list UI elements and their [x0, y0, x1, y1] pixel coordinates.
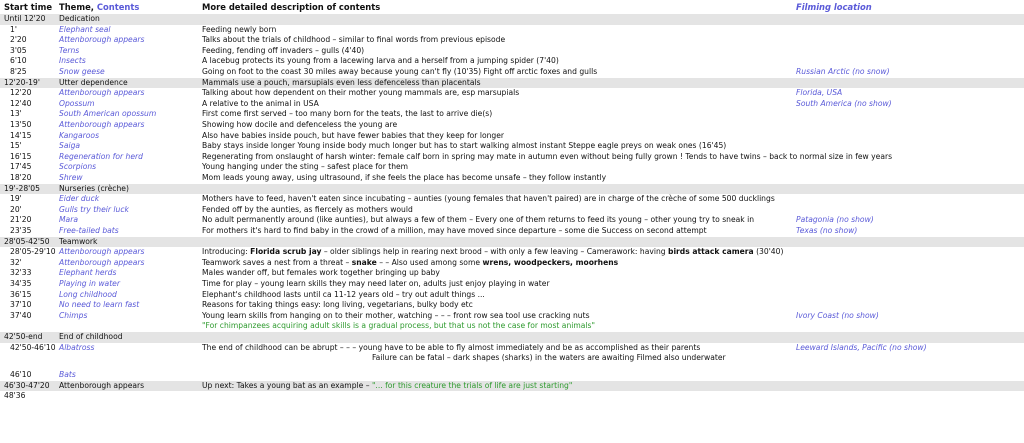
- location-cell: South America (no show): [796, 98, 892, 108]
- description-cell: Elephant's childhood lasts until ca 11-12 years old – try out adult things ...: [202, 289, 485, 299]
- theme-cell: Bats: [59, 370, 76, 380]
- start-time: 28'05-42'50: [4, 236, 50, 246]
- table-row: [0, 215, 1024, 226]
- start-time: 23'35: [10, 226, 32, 235]
- start-time: 12'20: [10, 88, 32, 98]
- description-text: – older siblings help in rearing next brood – with only a few leaving – Camerawork: having: [321, 247, 669, 257]
- table-row: [0, 391, 1024, 402]
- theme-cell: No need to learn fast: [59, 300, 140, 310]
- description-cell: Baby stays inside longer Young inside body much longer but has to start walking almost instant Steppe eagle preys on weak ones (16'45): [202, 141, 727, 151]
- theme-cell: Kangaroos: [59, 130, 100, 140]
- start-time: 36'15: [10, 289, 32, 299]
- section-row: [0, 14, 1024, 25]
- theme-cell: Dedication: [59, 14, 100, 23]
- description-cell: [202, 258, 618, 269]
- description-bold: birds attack camera: [668, 247, 754, 257]
- table-row: [0, 109, 1024, 120]
- header-start-time: Start time: [4, 2, 53, 12]
- theme-cell: Scorpions: [59, 162, 97, 172]
- description-cell: [202, 381, 572, 392]
- table-row: [0, 247, 1024, 258]
- start-time: 12'20-19': [4, 77, 40, 87]
- table-row: [0, 321, 1024, 332]
- table-row: [0, 131, 1024, 142]
- table-row: [0, 370, 1024, 381]
- theme-cell: Elephant herds: [59, 268, 117, 278]
- start-time: 18'20: [10, 173, 32, 182]
- start-time: 1': [10, 24, 17, 34]
- theme-cell: Attenborough appears: [59, 380, 145, 390]
- description-cell: The end of childhood can be abrupt – – – young have to be able to fly almost immediately and be as accomplished as their parents: [202, 342, 701, 352]
- description-cell: Talking about how dependent on their mother young mammals are, esp marsupials: [202, 88, 520, 98]
- theme-cell: End of childhood: [59, 332, 123, 341]
- theme-cell: Mara: [59, 215, 78, 225]
- start-time: 42'50-end: [4, 332, 43, 341]
- theme-cell: Attenborough appears: [59, 35, 145, 45]
- header-description: More detailed description of contents: [202, 2, 381, 12]
- table-row: [0, 46, 1024, 57]
- theme-cell: South American opossum: [59, 109, 157, 119]
- theme-cell: Nurseries (crèche): [59, 183, 129, 193]
- location-cell: Florida, USA: [796, 88, 843, 98]
- theme-cell: Attenborough appears: [59, 247, 145, 257]
- header-contents-label: Contents: [96, 2, 140, 12]
- section-row: [0, 332, 1024, 343]
- theme-cell: Attenborough appears: [59, 257, 145, 267]
- table-row: [0, 258, 1024, 269]
- location-cell: Patagonia (no show): [796, 215, 874, 225]
- description-cell: Young hanging under the sting – safest place for them: [202, 162, 409, 172]
- theme-cell: Long childhood: [59, 289, 117, 299]
- description-cell: Reasons for taking things easy: long living, vegetarians, bulky body etc: [202, 300, 473, 310]
- header-theme-label: Theme,: [59, 2, 97, 12]
- theme-cell: Snow geese: [59, 67, 105, 76]
- start-time: 19': [10, 194, 22, 204]
- table-row: [0, 353, 1024, 364]
- start-time: 28'05-29'10: [10, 247, 56, 257]
- start-time: 13': [10, 109, 22, 119]
- section-row: [0, 184, 1024, 195]
- theme-cell: Terns: [59, 45, 80, 55]
- description-text: Up next: Takes a young bat as an example –: [202, 380, 372, 390]
- description-bold: snake: [351, 257, 377, 267]
- description-cell: [202, 247, 783, 258]
- section-row: [0, 381, 1024, 392]
- theme-cell: Playing in water: [59, 279, 120, 288]
- table-row: [0, 120, 1024, 131]
- theme-cell: Teamwork: [59, 236, 98, 246]
- start-time: 32': [10, 257, 22, 267]
- theme-cell: Elephant seal: [59, 24, 111, 34]
- table-row: [0, 268, 1024, 279]
- description-text: Introducing:: [202, 247, 251, 257]
- theme-cell: Chimps: [59, 310, 88, 320]
- theme-cell: Attenborough appears: [59, 88, 145, 98]
- table-row: [0, 226, 1024, 237]
- location-cell: Russian Arctic (no snow): [796, 67, 890, 76]
- theme-cell: Albatross: [59, 342, 95, 352]
- start-time: 13'50: [10, 120, 32, 129]
- start-time: 15': [10, 141, 22, 151]
- table-row: [0, 99, 1024, 110]
- start-time: 34'35: [10, 279, 32, 288]
- header-theme: [59, 1, 139, 13]
- table-row: [0, 173, 1024, 184]
- description-cell: Feeding newly born: [202, 24, 277, 34]
- description-cell: Fended off by the aunties, as fiercely as mothers would: [202, 204, 413, 214]
- table-row: [0, 311, 1024, 322]
- theme-cell: Opossum: [59, 98, 95, 108]
- table-row: [0, 152, 1024, 163]
- description-cell: A relative to the animal in USA: [202, 98, 319, 108]
- quote-cell: "For chimpanzees acquiring adult skills is a gradual process, but that us not the case for most animals": [202, 321, 595, 331]
- table-row: [0, 56, 1024, 67]
- description-cell: Failure can be fatal – dark shapes (sharks) in the waters are awaiting Filmed also underwater: [372, 353, 726, 363]
- start-time: 16'15: [10, 151, 32, 161]
- start-time: 48'36: [4, 391, 26, 401]
- description-text: – – Also used among some: [376, 257, 483, 267]
- description-text: (30'40): [753, 247, 784, 257]
- description-cell: Young learn skills from hanging on to their mother, watching – – – front row sea tool use cracking nuts: [202, 310, 590, 320]
- description-cell: Males wander off, but females work together bringing up baby: [202, 268, 440, 278]
- start-time: 46'10: [10, 370, 32, 380]
- table-row: [0, 141, 1024, 152]
- description-cell: Going on foot to the coast 30 miles away because young can't fly (10'35) Fight off arctic foxes and gulls: [202, 67, 598, 76]
- section-row: [0, 237, 1024, 248]
- theme-cell: Insects: [59, 56, 86, 66]
- description-cell: Mothers have to feed, haven't eaten since incubating – aunties (young females that haven't paired) are in charge of the crèche of some 500 ducklings: [202, 194, 775, 204]
- description-cell: Time for play – young learn skills they may need later on, adults just enjoy playing in water: [202, 279, 550, 288]
- description-cell: Feeding, fending off invaders – gulls (4'40): [202, 45, 365, 55]
- description-bold: Florida scrub jay: [250, 247, 322, 257]
- description-cell: No adult permanently around (like aunties), but always a few of them – Every one of them returns to feed its young – other young try to sneak in: [202, 215, 755, 225]
- description-cell: Mammals use a pouch, marsupials even less defenceless than placentals: [202, 77, 481, 87]
- description-cell: Showing how docile and defenceless the young are: [202, 120, 398, 129]
- table-row: [0, 343, 1024, 354]
- location-cell: Leeward Islands, Pacific (no show): [796, 342, 927, 352]
- quote-inline: "... for this creature the trials of life are just starting": [371, 380, 573, 390]
- start-time: 46'30-47'20: [4, 380, 50, 390]
- start-time: 42'50-46'10: [10, 342, 56, 352]
- table-row: [0, 67, 1024, 78]
- start-time: 12'40: [10, 98, 32, 108]
- theme-cell: Attenborough appears: [59, 120, 145, 129]
- description-cell: A lacebug protects its young from a lacewing larva and a herself from a jumping spider (7'40): [202, 56, 559, 66]
- start-time: 37'40: [10, 310, 32, 320]
- start-time: 19'-28'05: [4, 183, 40, 193]
- description-cell: Mom leads young away, using ultrasound, if she feels the place has become unsafe – they follow instantly: [202, 173, 607, 182]
- description-bold: wrens, woodpeckers, moorhens: [482, 257, 619, 267]
- theme-cell: Eider duck: [59, 194, 100, 204]
- start-time: 32'33: [10, 268, 32, 278]
- start-time: 3'05: [10, 45, 27, 55]
- table-row: [0, 88, 1024, 99]
- table-row: [0, 300, 1024, 311]
- description-cell: First come first served – too many born for the teats, the last to arrive die(s): [202, 109, 493, 119]
- header-location: Filming location: [796, 2, 872, 12]
- start-time: 20': [10, 204, 22, 214]
- location-cell: Ivory Coast (no show): [796, 310, 879, 320]
- description-cell: Also have babies inside pouch, but have fewer babies that they keep for longer: [202, 130, 505, 140]
- theme-cell: Shrew: [59, 173, 83, 182]
- start-time: 8'25: [10, 67, 27, 76]
- description-cell: For mothers it's hard to find baby in the crowd of a million, may have moved since departure – some die Success on second attempt: [202, 226, 707, 235]
- table-header: [0, 1, 1024, 13]
- start-time: 2'20: [10, 35, 27, 45]
- description-cell: Regenerating from onslaught of harsh winter: female calf born in spring may mate in autumn even without being fully grown ! Tends to have twins – back to normal size in few years: [202, 151, 893, 161]
- table-row: [0, 35, 1024, 46]
- start-time: 21'20: [10, 215, 32, 225]
- theme-cell: Saiga: [59, 141, 81, 151]
- theme-cell: Free-tailed bats: [59, 226, 119, 235]
- section-row: [0, 78, 1024, 89]
- start-time: 37'10: [10, 300, 32, 310]
- description-cell: Talks about the trials of childhood – similar to final words from previous episode: [202, 35, 506, 45]
- table-row: [0, 162, 1024, 173]
- description-text: Teamwork saves a nest from a threat –: [202, 257, 352, 267]
- start-time: Until 12'20: [4, 14, 46, 23]
- start-time: 17'45: [10, 162, 32, 172]
- start-time: 14'15: [10, 130, 32, 140]
- theme-cell: Utter dependence: [59, 77, 128, 87]
- table-row: [0, 194, 1024, 205]
- location-cell: Texas (no show): [796, 226, 858, 235]
- table-row: [0, 205, 1024, 216]
- table-row: [0, 25, 1024, 36]
- table-row: [0, 290, 1024, 301]
- start-time: 6'10: [10, 56, 27, 66]
- theme-cell: Gulls try their luck: [59, 204, 129, 214]
- theme-cell: Regeneration for herd: [59, 151, 143, 161]
- table-row: [0, 279, 1024, 290]
